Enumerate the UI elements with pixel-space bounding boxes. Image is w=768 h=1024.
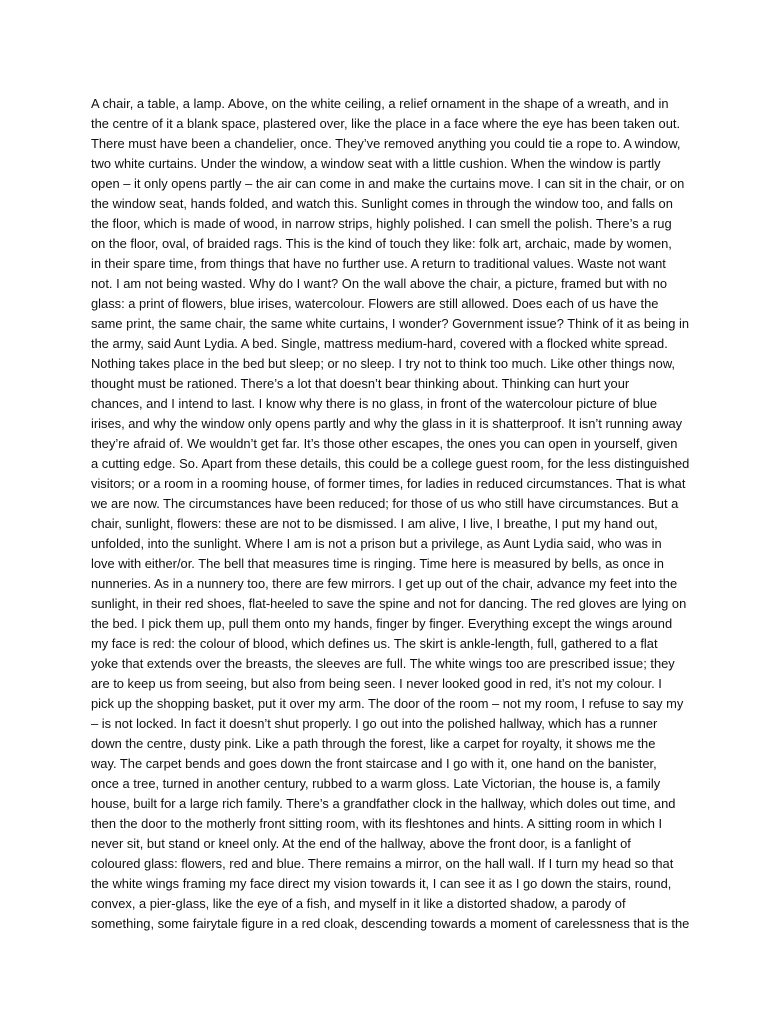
text-line: a cutting edge. So. Apart from these details, this could be a college guest room, for the less distinguished [91, 456, 690, 471]
text-line: they’re afraid of. We wouldn’t get far. It’s those other escapes, the ones you can open in yourself, given [91, 436, 678, 451]
text-line: yoke that extends over the breasts, the sleeves are full. The white wings too are prescribed issue; they [91, 656, 675, 671]
text-line: There must have been a chandelier, once. They’ve removed anything you could tie a rope to. A window, [91, 136, 681, 151]
text-line: thought must be rationed. There’s a lot that doesn’t bear thinking about. Thinking can hurt your [91, 376, 630, 391]
text-line: never sit, but stand or kneel only. At the end of the hallway, above the front door, is a fanlight of [91, 836, 631, 851]
text-line: the window seat, hands folded, and watch this. Sunlight comes in through the window too, and falls on [91, 196, 673, 211]
text-line: my face is red: the colour of blood, which defines us. The skirt is ankle-length, full, gathered to a flat [91, 636, 658, 651]
text-line: not. I am not being wasted. Why do I want? On the wall above the chair, a picture, framed but with no [91, 276, 668, 291]
text-line: once a tree, turned in another century, rubbed to a warm gloss. Late Victorian, the house is, a family [91, 776, 661, 791]
text-line: on the floor, oval, of braided rags. This is the kind of touch they like: folk art, archaic, made by women, [91, 236, 672, 251]
text-line: in their spare time, from things that have no further use. A return to traditional values. Waste not want [91, 256, 666, 271]
text-line: pick up the shopping basket, put it over my arm. The door of the room – not my room, I refuse to say my [91, 696, 684, 711]
text-line: the floor, which is made of wood, in narrow strips, highly polished. I can smell the polish. There’s a rug [91, 216, 672, 231]
text-line: the army, said Aunt Lydia. A bed. Single, mattress medium-hard, covered with a flocked white spread. [91, 336, 668, 351]
text-line: way. The carpet bends and goes down the front staircase and I go with it, one hand on the banister, [91, 756, 657, 771]
text-line: are to keep us from seeing, but also from being seen. I never looked good in red, it’s not my colour. I [91, 676, 662, 691]
text-line: nunneries. As in a nunnery too, there are few mirrors. I get up out of the chair, advance my feet into the [91, 576, 678, 591]
text-line: we are now. The circumstances have been reduced; for those of us who still have circumstances. But a [91, 496, 679, 511]
text-line: sunlight, in their red shoes, flat-heeled to save the spine and not for dancing. The red gloves are lying on [91, 596, 687, 611]
text-line: A chair, a table, a lamp. Above, on the white ceiling, a relief ornament in the shape of a wreath, and in [91, 96, 669, 111]
text-line: Nothing takes place in the bed but sleep; or no sleep. I try not to think too much. Like other things now, [91, 356, 676, 371]
text-line: the bed. I pick them up, pull them onto my hands, finger by finger. Everything except the wings around [91, 616, 673, 631]
text-line: convex, a pier-glass, like the eye of a fish, and myself in it like a distorted shadow, a parody of [91, 896, 626, 911]
text-line: something, some fairytale figure in a red cloak, descending towards a moment of carelessness that is the [91, 916, 690, 931]
text-line: then the door to the motherly front sitting room, with its fleshtones and hints. A sitting room in which I [91, 816, 663, 831]
text-line: house, built for a large rich family. There’s a grandfather clock in the hallway, which doles out time, and [91, 796, 676, 811]
text-line: visitors; or a room in a rooming house, of former times, for ladies in reduced circumstances. That is what [91, 476, 686, 491]
text-line: chair, sunlight, flowers: these are not to be dismissed. I am alive, I live, I breathe, I put my hand out, [91, 516, 658, 531]
text-line: irises, and why the window only opens partly and why the glass in it is shatterproof. It isn’t running away [91, 416, 683, 431]
text-line: two white curtains. Under the window, a window seat with a little cushion. When the window is partly [91, 156, 661, 171]
body-text [91, 94, 691, 934]
text-line: – is not locked. In fact it doesn’t shut properly. I go out into the polished hallway, which has a runner [91, 716, 658, 731]
text-line: the centre of it a blank space, plastered over, like the place in a face where the eye has been taken out. [91, 116, 681, 131]
text-line: chances, and I intend to last. I know why there is no glass, in front of the watercolour picture of blue [91, 396, 658, 411]
text-line: same print, the same chair, the same white curtains, I wonder? Government issue? Think of it as being in [91, 316, 690, 331]
text-line: glass: a print of flowers, blue irises, watercolour. Flowers are still allowed. Does each of us have the [91, 296, 659, 311]
text-line: down the centre, dusty pink. Like a path through the forest, like a carpet for royalty, it shows me the [91, 736, 656, 751]
text-line: open – it only opens partly – the air can come in and make the curtains move. I can sit in the chair, or on [91, 176, 685, 191]
text-line: the white wings framing my face direct my vision towards it, I can see it as I go down the stairs, round, [91, 876, 672, 891]
text-line: love with either/or. The bell that measures time is ringing. Time here is measured by bells, as once in [91, 556, 664, 571]
text-line: coloured glass: flowers, red and blue. There remains a mirror, on the hall wall. If I turn my head so that [91, 856, 674, 871]
text-line: unfolded, into the sunlight. Where I am is not a prison but a privilege, as Aunt Lydia said, who was in [91, 536, 662, 551]
